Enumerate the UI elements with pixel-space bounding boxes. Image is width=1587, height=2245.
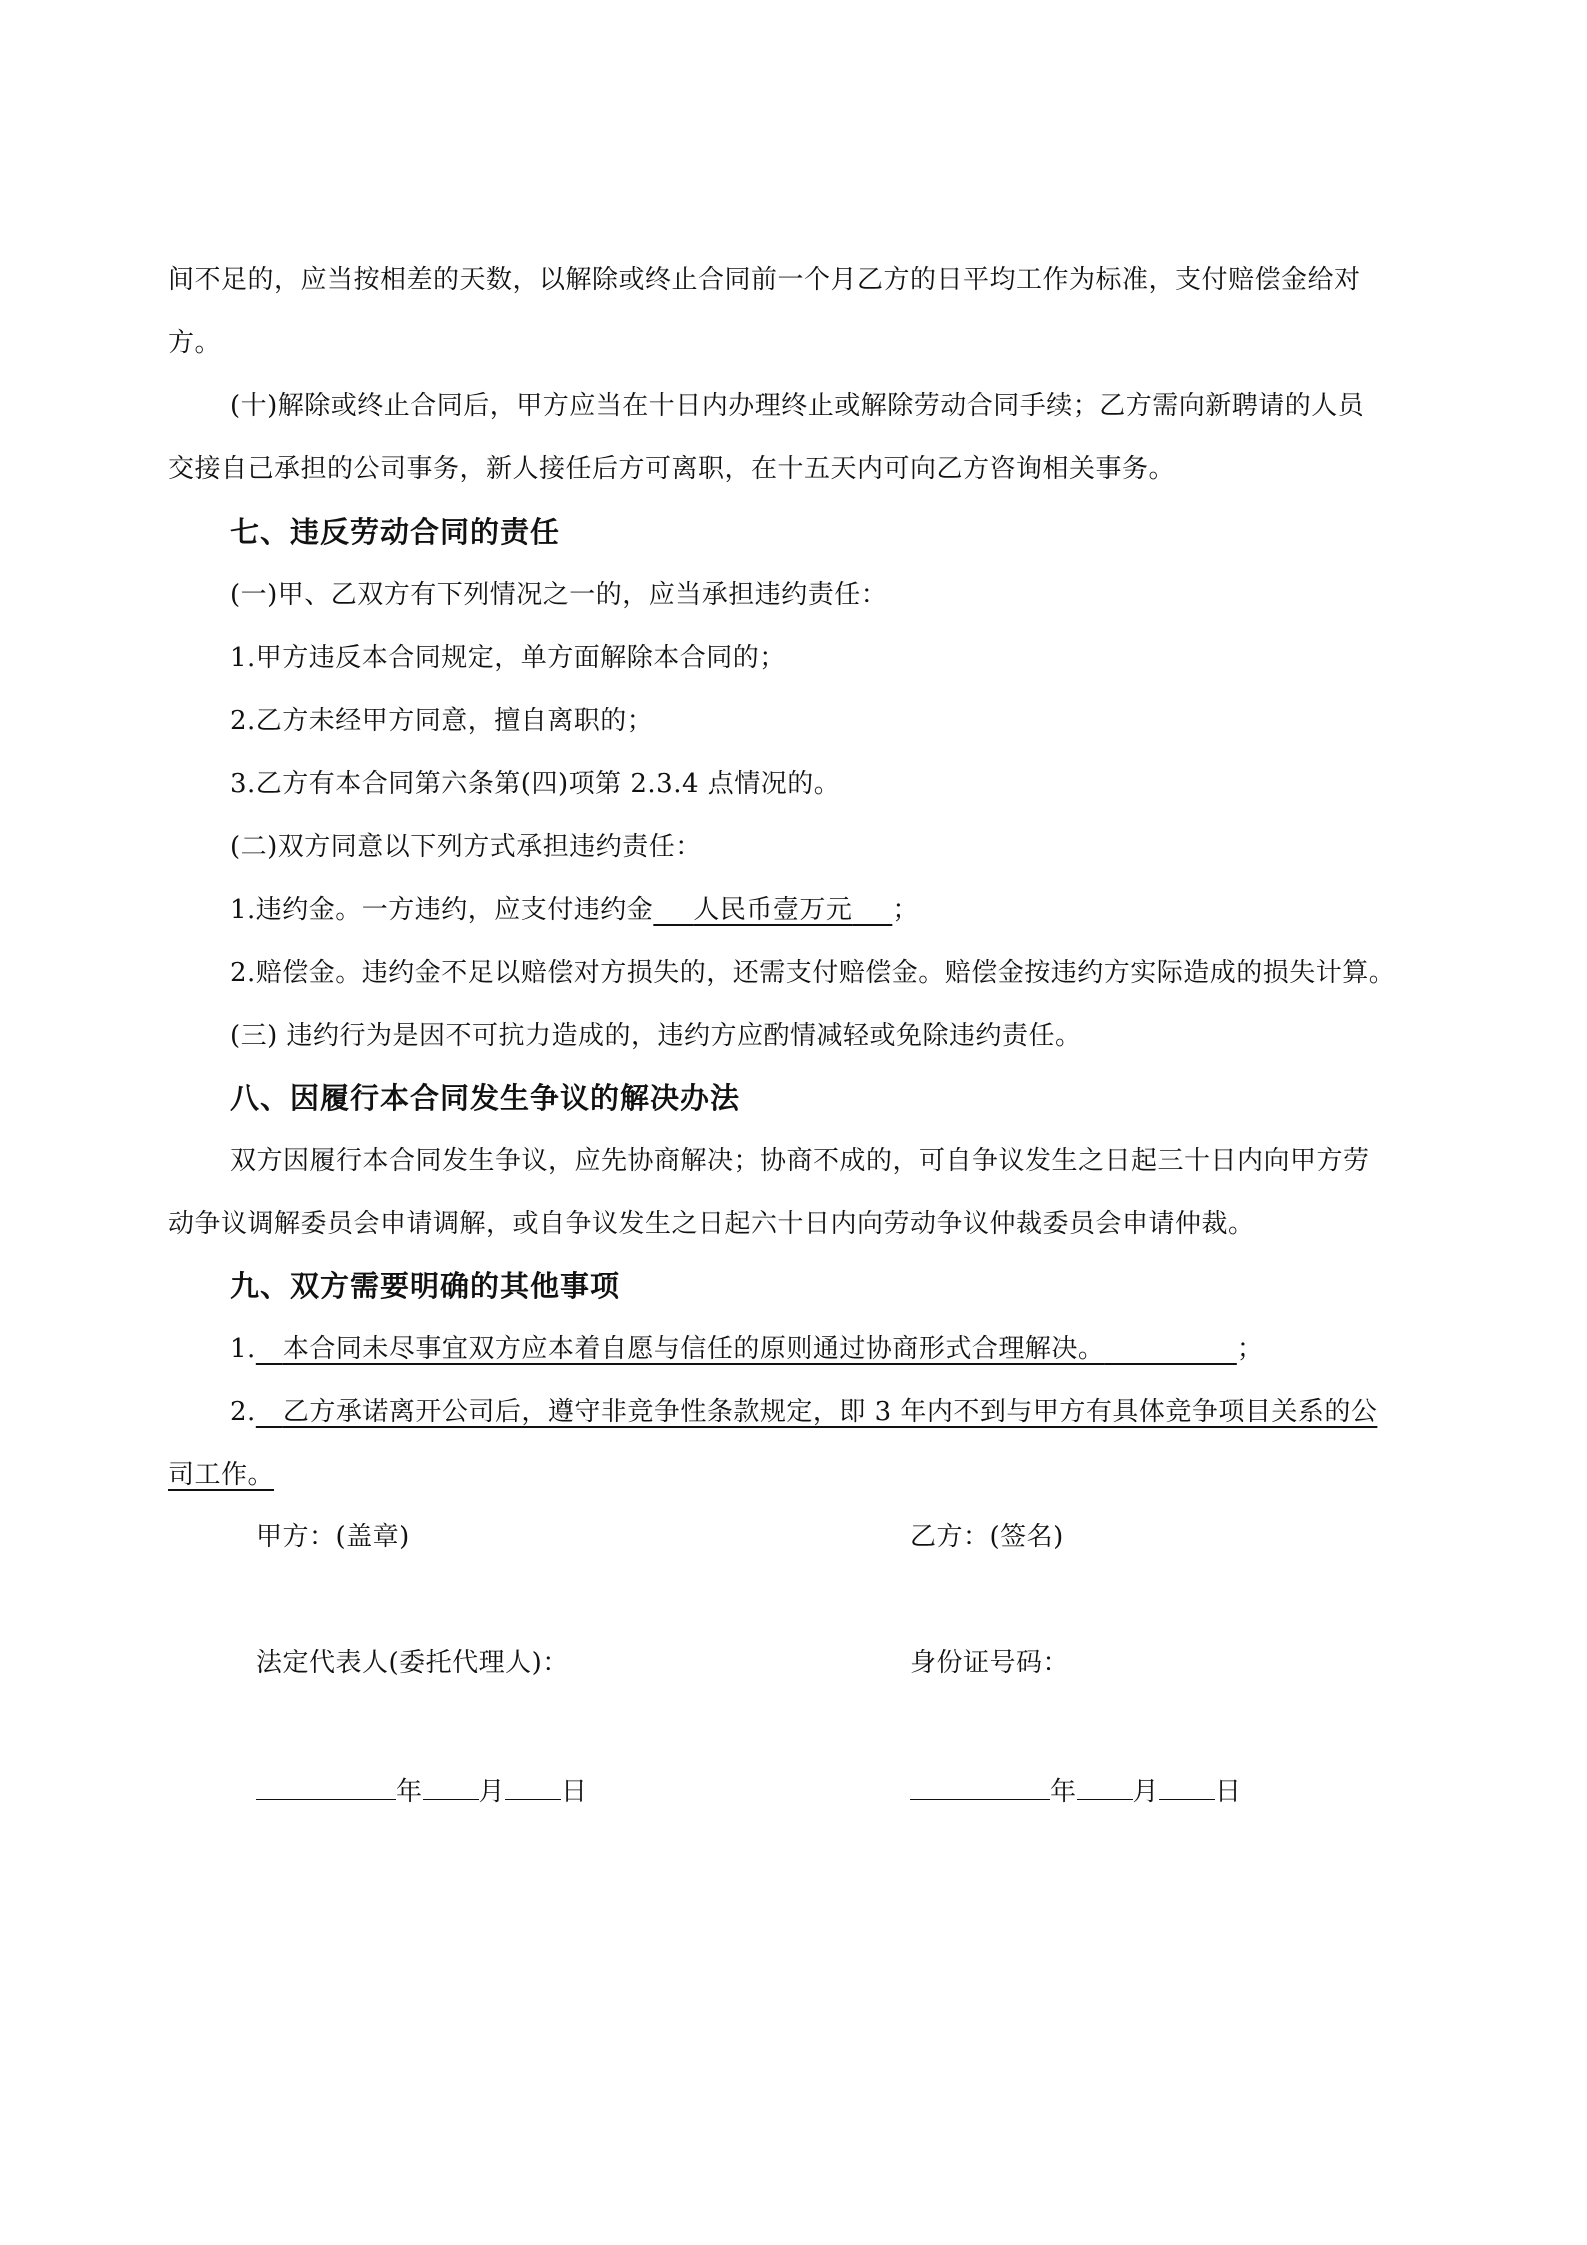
clause-text: 1.违约金。一方违约，应支付违约金	[230, 895, 654, 925]
month-label: 月	[478, 1777, 506, 1807]
paragraph-line: (十)解除或终止合同后，甲方应当在十日内办理终止或解除劳动合同手续；乙方需向新聘请的人员	[230, 391, 1365, 421]
legal-representative-label: 法定代表人(委托代理人)：	[256, 1648, 569, 1678]
paragraph-line: 交接自己承担的公司事务，新人接任后方可离职，在十五天内可向乙方咨询相关事务。	[168, 454, 1176, 484]
clause-line: 2.乙方未经甲方同意，擅自离职的；	[230, 706, 654, 736]
year-label: 年	[1050, 1777, 1077, 1807]
party-a-date	[256, 1771, 588, 1810]
clause-number: 1.	[230, 1334, 256, 1364]
clause-line: 3.乙方有本合同第六条第(四)项第 2.3.4 点情况的。	[230, 769, 841, 799]
clause-line	[230, 1394, 1495, 1430]
year-blank[interactable]	[256, 1771, 396, 1800]
clause-number: 2.	[230, 1397, 256, 1427]
clause-line: (二)双方同意以下列方式承担违约责任：	[230, 832, 702, 862]
clause-line: 2.赔偿金。违约金不足以赔偿对方损失的，还需支付赔偿金。赔偿金按违约方实际造成的损失计算。	[230, 958, 1396, 988]
clause-line	[168, 1457, 1433, 1493]
section-heading: 八、因履行本合同发生争议的解决办法	[230, 1081, 741, 1115]
day-blank[interactable]	[1159, 1771, 1215, 1800]
year-blank[interactable]	[910, 1771, 1050, 1800]
day-blank[interactable]	[505, 1771, 561, 1800]
clause-text-underlined: 本合同未尽事宜双方应本着自愿与信任的原则通过协商形式合理解决。	[282, 1334, 1105, 1364]
clause-text-underlined: 司工作。	[168, 1460, 275, 1490]
section-heading: 九、双方需要明确的其他事项	[230, 1269, 621, 1303]
paragraph-line: 双方因履行本合同发生争议，应先协商解决；协商不成的，可自争议发生之日起三十日内向甲方劳	[230, 1146, 1370, 1176]
month-label: 月	[1132, 1777, 1160, 1807]
day-label: 日	[1215, 1777, 1242, 1807]
clause-line: (三) 违约行为是因不可抗力造成的，违约方应酌情减轻或免除违约责任。	[230, 1021, 1082, 1051]
party-a-seal-label: 甲方：(盖章)	[256, 1522, 410, 1552]
id-number-label: 身份证号码：	[910, 1648, 1070, 1678]
clause-line: 1.甲方违反本合同规定，单方面解除本合同的；	[230, 643, 786, 673]
party-b-date	[910, 1771, 1242, 1810]
section-heading: 七、违反劳动合同的责任	[230, 515, 561, 549]
paragraph-line: 间不足的，应当按相差的天数，以解除或终止合同前一个月乙方的日平均工作为标准，支付赔偿金给对	[168, 265, 1361, 295]
year-label: 年	[396, 1777, 423, 1807]
month-blank[interactable]	[423, 1771, 479, 1800]
clause-line	[230, 1331, 1495, 1367]
clause-text-underlined: 乙方承诺离开公司后，遵守非竞争性条款规定，即 3 年内不到与甲方有具体竞争项目关系的公	[282, 1397, 1378, 1427]
penalty-amount-field: 人民币壹万元	[693, 895, 853, 925]
clause-line	[230, 892, 1495, 928]
day-label: 日	[561, 1777, 588, 1807]
paragraph-line: 动争议调解委员会申请调解，或自争议发生之日起六十日内向劳动争议仲裁委员会申请仲裁。	[168, 1209, 1255, 1239]
clause-suffix: ；	[1236, 1334, 1264, 1364]
clause-suffix: ；	[892, 895, 919, 925]
month-blank[interactable]	[1077, 1771, 1133, 1800]
party-b-signature-label: 乙方：(签名)	[910, 1522, 1064, 1552]
paragraph-line: 方。	[168, 328, 222, 358]
clause-line: (一)甲、乙双方有下列情况之一的，应当承担违约责任：	[230, 580, 888, 610]
